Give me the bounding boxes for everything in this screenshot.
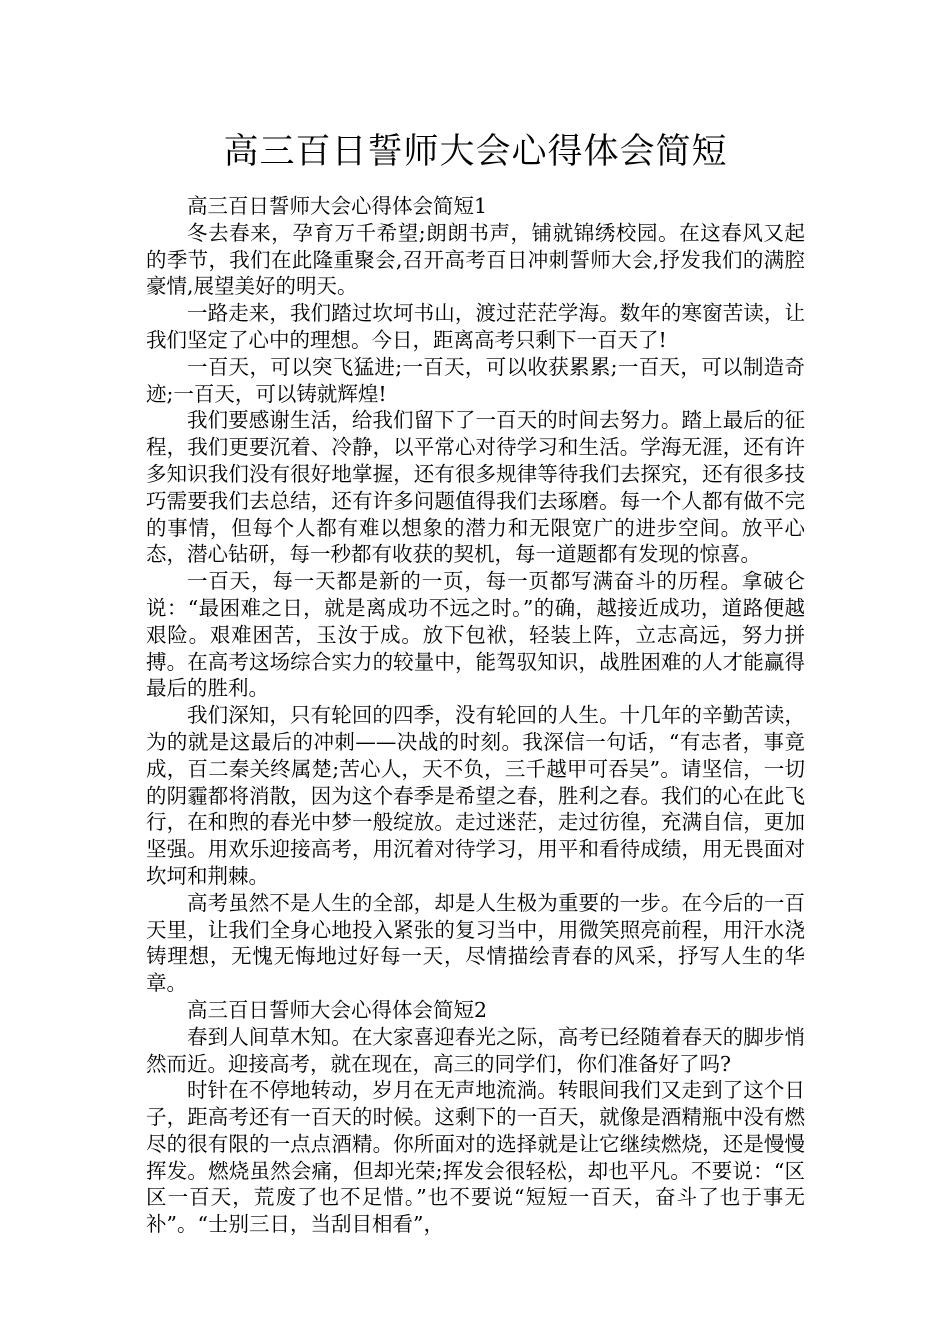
paragraph: 我们深知，只有轮回的四季，没有轮回的人生。十几年的辛勤苦读，为的就是这最后的冲刺——决战的时刻。我深信一句话，“有志者，事竟成，百二秦关终属楚;苦心人，天不负，三千越甲可吞吴”。请坚信，一切的阴霾都将消散，因为这个春季是希望之春，胜利之春。我们的心在此飞行，在和煦的春光中梦一般绽放。走过迷茫，走过彷徨，充满自信，更加坚强。用欢乐迎接高考，用沉着对待学习，用平和看待成绩，用无畏面对坎坷和荆棘。 <box>146 703 805 888</box>
paragraph: 一路走来，我们踏过坎坷书山，渡过茫茫学海。数年的寒窗苦读，让我们坚定了心中的理想。今日，距离高考只剩下一百天了! <box>146 301 805 352</box>
paragraph: 时针在不停地转动，岁月在无声地流淌。转眼间我们又走到了这个日子，距高考还有一百天的时候。这剩下的一百天，就像是酒精瓶中没有燃尽的很有限的一点点酒精。你所面对的选择就是让它继续燃烧，还是慢慢挥发。燃烧虽然会痛，但却光荣;挥发会很轻松，却也平凡。不要说：“区区一百天，荒废了也不足惜。”也不要说“短短一百天，奋斗了也于事无补”。“士别三日，当刮目相看”， <box>146 1078 805 1237</box>
section-heading-2: 高三百日誓师大会心得体会简短2 <box>187 997 488 1022</box>
paragraph: 一百天，可以突飞猛进;一百天，可以收获累累;一百天，可以制造奇迹;一百天，可以铸就辉煌! <box>146 354 805 406</box>
document-title: 高三百日誓师大会心得体会简短 <box>223 132 728 172</box>
paragraph: 冬去春来，孕育万千希望;朗朗书声，铺就锦绣校园。在这春风又起的季节，我们在此隆重聚会,召开高考百日冲刺誓师大会,抒发我们的满腔豪情,展望美好的明天。 <box>146 220 805 299</box>
document-body <box>146 193 805 1238</box>
paragraph: 春到人间草木知。在大家喜迎春光之际，高考已经随着春天的脚步悄然而近。迎接高考，就在现在，高三的同学们，你们准备好了吗? <box>146 1024 805 1076</box>
paragraph: 我们要感谢生活，给我们留下了一百天的时间去努力。踏上最后的征程，我们更要沉着、冷静，以平常心对待学习和生活。学海无涯，还有许多知识我们没有很好地掌握，还有很多规律等待我们去探究，还有很多技巧需要我们去总结，还有许多问题值得我们去琢磨。每一个人都有做不完的事情，但每个人都有难以想象的潜力和无限宽广的进步空间。放平心态，潜心钻研，每一秒都有收获的契机，每一道题都有发现的惊喜。 <box>146 408 805 567</box>
document-page <box>146 0 805 1238</box>
section-heading-1: 高三百日誓师大会心得体会简短1 <box>187 194 488 218</box>
paragraph: 高考虽然不是人生的全部，却是人生极为重要的一步。在今后的一百天里，让我们全身心地投入紧张的复习当中，用微笑照亮前程，用汗水浇铸理想，无愧无悔地过好每一天，尽情描绘青春的风采，抒写人生的华章。 <box>146 890 805 996</box>
paragraph: 一百天，每一天都是新的一页，每一页都写满奋斗的历程。拿破仑说：“最困难之日，就是离成功不远之时。”的确，越接近成功，道路便越艰险。艰难困苦，玉汝于成。放下包袱，轻装上阵，立志高远，努力拼搏。在高考这场综合实力的较量中，能驾驭知识，战胜困难的人才能赢得最后的胜利。 <box>146 569 805 701</box>
